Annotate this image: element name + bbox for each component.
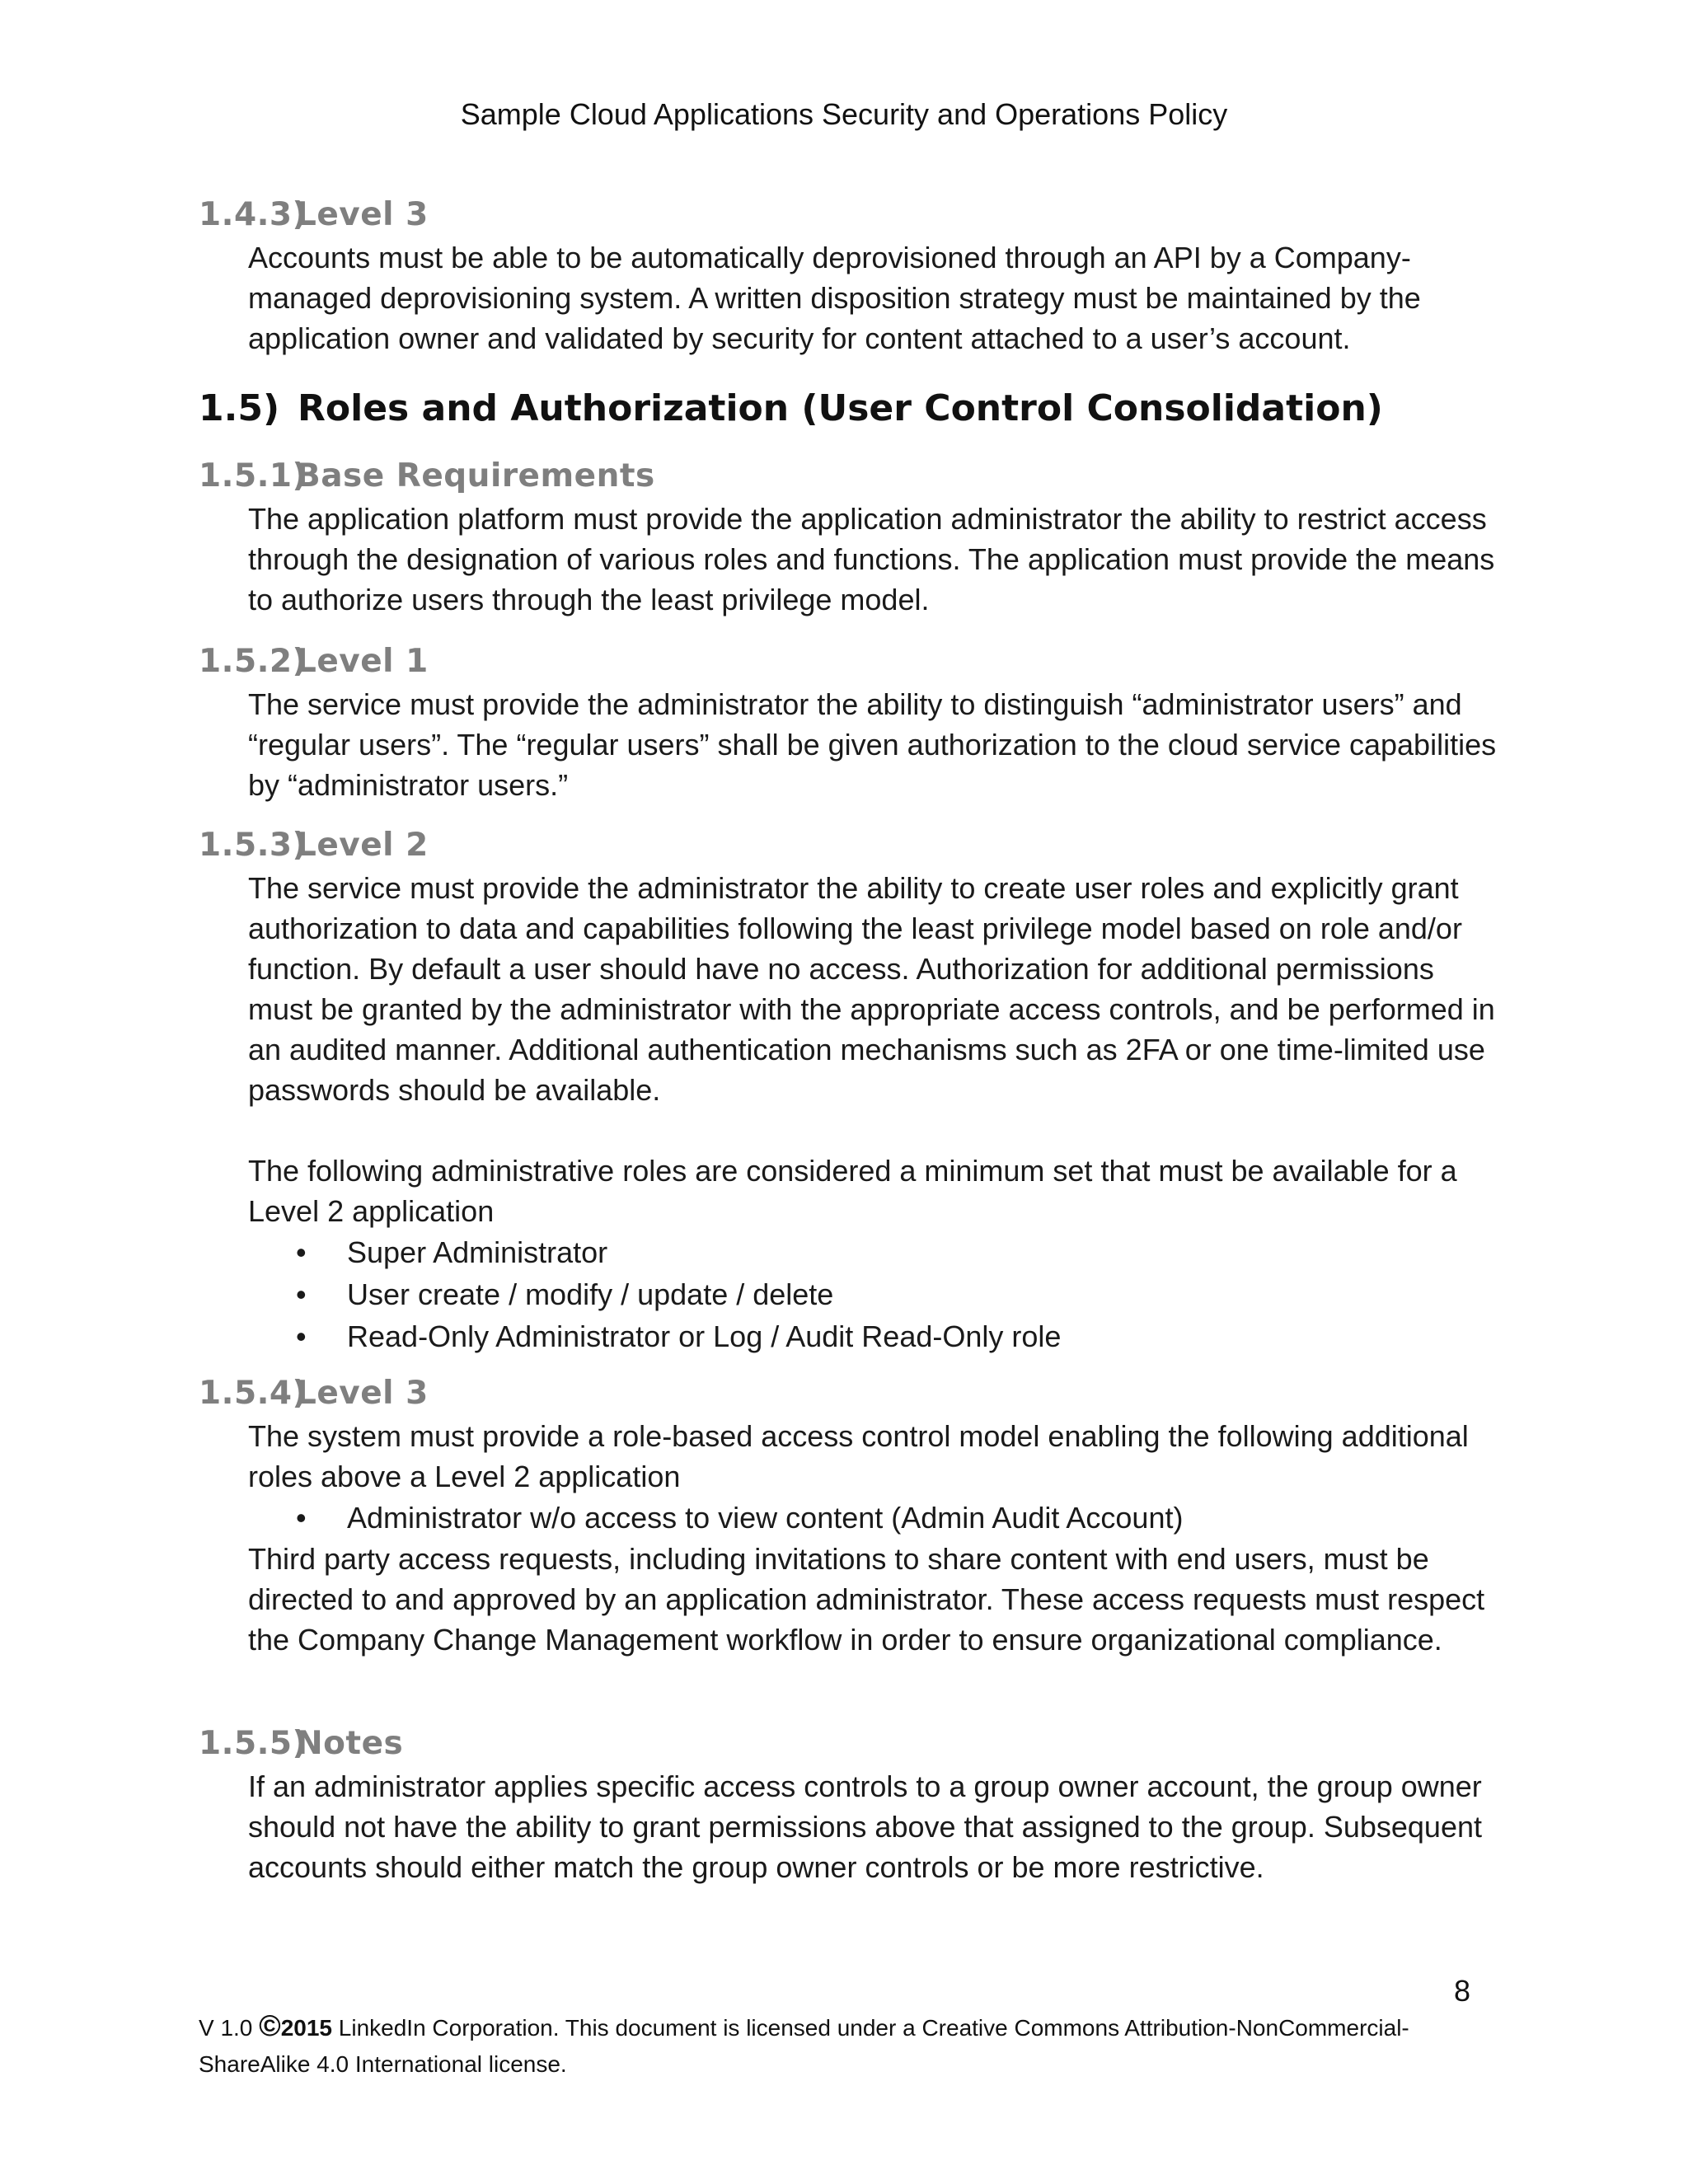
footer-license bbox=[199, 2008, 1517, 2083]
page-number: 8 bbox=[1454, 1974, 1471, 2008]
section-title: Roles and Authorization (User Control Consolidation) bbox=[298, 387, 1383, 429]
section-title: Notes bbox=[296, 1725, 404, 1762]
copyright-symbol: © bbox=[259, 2008, 281, 2042]
section-number: 1.5.5) bbox=[199, 1725, 307, 1762]
paragraph: The service must provide the administrator the ability to create user roles and explicitly grant authorization to data and capabilities following the least privilege model based on role and/or function. By default a user should have no access. Authorization for additional permissions must be granted by the administrator with the appropriate access controls, and be performed in an audited manner. Additional authentication mechanisms such as 2FA or one time-limited use passwords should be available. bbox=[248, 871, 1495, 1107]
heading-1-5-1 bbox=[199, 457, 655, 494]
section-number: 1.5.1) bbox=[199, 457, 307, 494]
paragraph: The application platform must provide the application administrator the ability to restrict access through the designation of various roles and functions. The application must provide the means to authorize users through the least privilege model. bbox=[248, 502, 1495, 616]
heading-1-5 bbox=[199, 387, 1383, 429]
section-1-5-4-body bbox=[248, 1416, 1501, 1660]
heading-1-5-4 bbox=[199, 1375, 429, 1412]
section-1-4-3-body bbox=[248, 237, 1501, 359]
section-title: Level 1 bbox=[296, 643, 429, 680]
list-item: • Read-Only Administrator or Log / Audit Read-Only role bbox=[248, 1315, 1501, 1357]
footer-year: 2015 bbox=[280, 2015, 332, 2041]
footer-version: V 1.0 bbox=[199, 2015, 260, 2041]
section-title: Level 3 bbox=[296, 1375, 429, 1412]
paragraph: Third party access requests, including invitations to share content with end users, must be directed to and approved by an application administrator. These access requests must respect the Company Change Management workflow in order to ensure organizational compliance. bbox=[248, 1542, 1485, 1657]
section-1-5-1-body bbox=[248, 499, 1501, 620]
section-1-5-5-body bbox=[248, 1766, 1501, 1887]
paragraph: The system must provide a role-based access control model enabling the following additional roles above a Level 2 application bbox=[248, 1419, 1469, 1493]
section-number: 1.5.4) bbox=[199, 1375, 307, 1412]
section-title: Level 3 bbox=[296, 196, 429, 233]
section-1-5-2-body bbox=[248, 684, 1501, 805]
section-title: Level 2 bbox=[296, 827, 429, 864]
list-item: • User create / modify / update / delete bbox=[248, 1273, 1501, 1315]
list-item: • Super Administrator bbox=[248, 1231, 1501, 1273]
paragraph: Accounts must be able to be automatically deprovisioned through an API by a Company-managed deprovisioning system. A written disposition strategy must be maintained by the application owner and validated by security for content attached to a user’s account. bbox=[248, 241, 1421, 355]
paragraph: The service must provide the administrator the ability to distinguish “administrator users” and “regular users”. The “regular users” shall be given authorization to the cloud service capabilities by “administrator users.” bbox=[248, 687, 1497, 802]
heading-1-5-3 bbox=[199, 827, 429, 864]
paragraph: If an administrator applies specific access controls to a group owner account, the group owner should not have the ability to grant permissions above that assigned to the group. Subsequent accounts should either match the group owner controls or be more restrictive. bbox=[248, 1769, 1482, 1884]
paragraph: The following administrative roles are considered a minimum set that must be available for a Level 2 application bbox=[248, 1154, 1457, 1228]
section-number: 1.5) bbox=[199, 387, 280, 429]
bullet-list bbox=[248, 1497, 1501, 1539]
bullet-list bbox=[248, 1231, 1501, 1357]
section-number: 1.5.2) bbox=[199, 643, 307, 680]
footer-text: LinkedIn Corporation. This document is licensed under a Creative Commons Attribution-NonCommercial-ShareAlike 4.0 International license. bbox=[199, 2015, 1409, 2077]
section-1-5-3-body bbox=[248, 868, 1501, 1357]
running-header: Sample Cloud Applications Security and Operations Policy bbox=[460, 97, 1228, 131]
heading-1-5-5 bbox=[199, 1725, 403, 1762]
list-item: • Administrator w/o access to view content (Admin Audit Account) bbox=[248, 1497, 1501, 1539]
heading-1-5-2 bbox=[199, 643, 429, 680]
section-number: 1.5.3) bbox=[199, 827, 307, 864]
heading-1-4-3 bbox=[199, 196, 429, 233]
section-title: Base Requirements bbox=[296, 457, 655, 494]
section-number: 1.4.3) bbox=[199, 196, 307, 233]
